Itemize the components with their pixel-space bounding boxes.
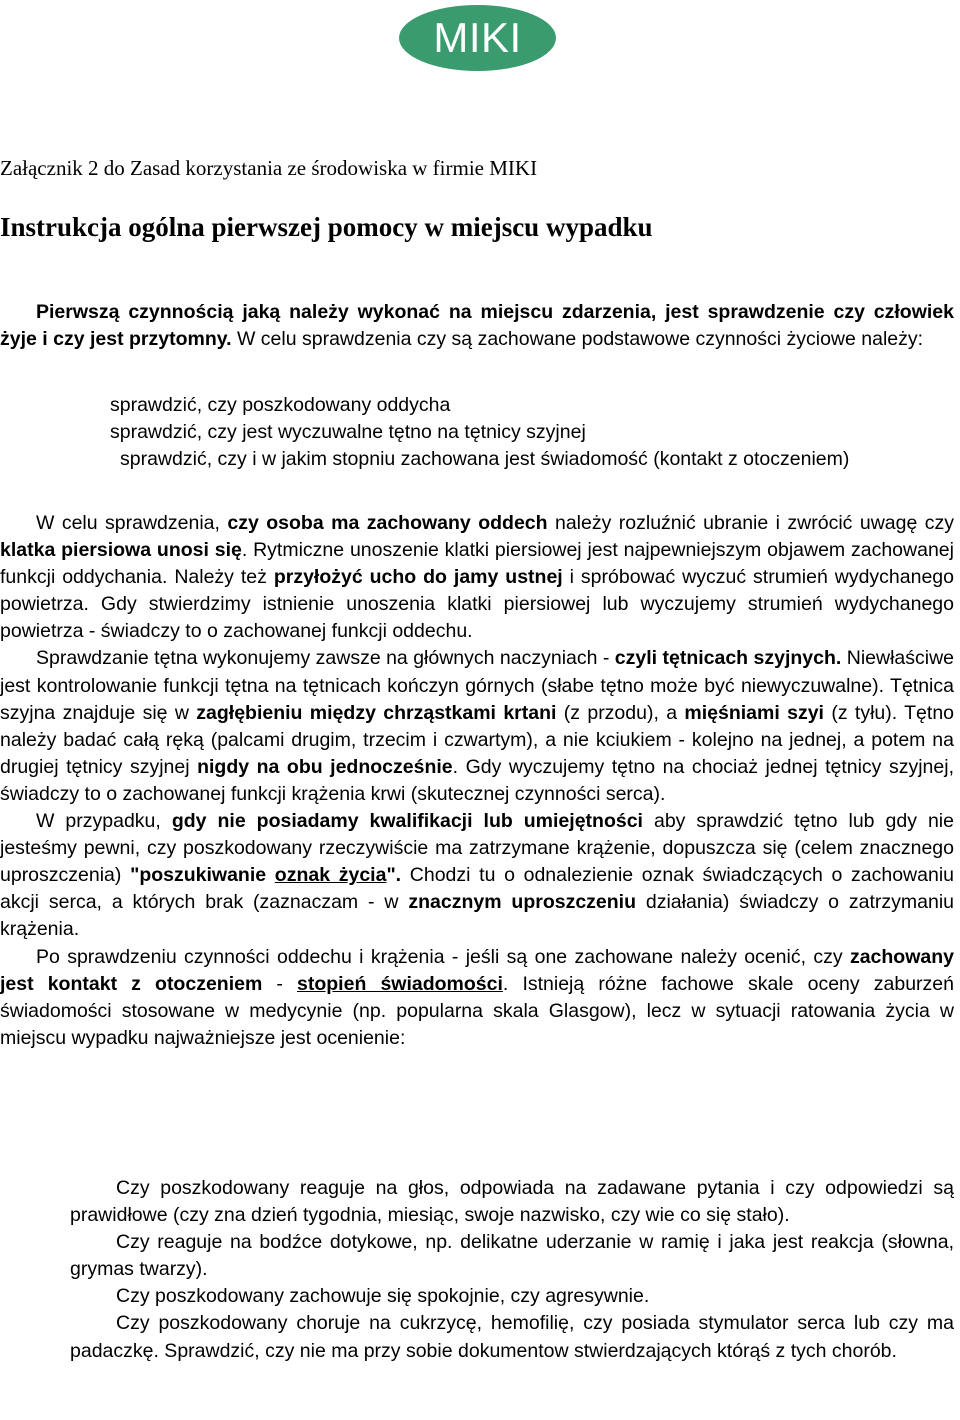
annex-line: Załącznik 2 do Zasad korzystania ze środowiska w firmie MIKI (0, 156, 538, 180)
pulse-text-4: (z tyłu). Tętno należy badać całą ręką (palcami drugim, trzecim i czwartym), a nie kciukiem - kolejno na jednej, a potem na drugiej tętnicy szyjnej (0, 701, 955, 778)
signs-text-2: aby sprawdzić tętno lub gdy nie jesteśmy pewni, czy poszkodowany rzeczywiście ma zatrzymane krążenie, dopuszcza się (celem znacznego uproszczenia) (0, 810, 954, 887)
consciousness-paragraph (0, 944, 954, 1052)
pulse-bold-1: czyli tętnicach szyjnych. (614, 647, 842, 670)
question-item-voice: Czy poszkodowany reaguje na głos, odpowiada na zadawane pytania i czy odpowiedzi są prawidłowe (czy zna dzień tygodnia, miesiąc, swoje nazwisko, czy wie co się stało). (70, 1177, 954, 1227)
pulse-text-2: Niewłaściwe jest kontrolowanie funkcji tętna na tętnicach kończyn górnych (słabe tętno może być niewyczuwalne). Tętnica szyjna znajduje się w (0, 647, 955, 724)
logo-text: MIKI (433, 14, 522, 61)
signs-text-1: W przypadku, (36, 810, 172, 833)
breath-text-2: należy rozluźnić ubranie i zwrócić uwagę czy (547, 512, 954, 534)
breath-text-1: W celu sprawdzenia, (36, 512, 228, 534)
pulse-paragraph (0, 645, 954, 808)
signs-bold-3: ". (386, 864, 402, 887)
intro-text: W celu sprawdzenia czy są zachowane podstawowe czynności życiowe należy: (231, 328, 924, 351)
signs-bold-1: gdy nie posiadamy kwalifikacji lub umiejętności (171, 810, 643, 833)
checks-list (0, 392, 954, 473)
pulse-text-3: (z przodu), a (556, 701, 685, 724)
signs-bold-underline: oznak życia (274, 864, 387, 887)
breath-text-3: . Rytmiczne unoszenie klatki piersiowej jest najpewniejszym objawem zachowanej funkcji oddychania. Należy też (0, 539, 954, 589)
pulse-bold-2: zagłębieniu między chrząstkami krtani (196, 701, 557, 724)
intro-bold: Pierwszą czynnością jaką należy wykonać na miejscu zdarzenia, jest sprawdzenie czy człowiek żyje i czy jest przytomny. (0, 301, 954, 351)
consciousness-text-1: Po sprawdzeniu czynności oddechu i krążenia - jeśli są one zachowane należy ocenić, czy (36, 945, 850, 968)
pulse-bold-4: nigdy na obu jednocześnie (197, 755, 453, 778)
breath-paragraph (0, 510, 954, 645)
consciousness-bold-1: zachowany jest kontakt z otoczeniem (0, 945, 954, 995)
signs-paragraph (0, 808, 954, 943)
pulse-bold-3: mięśniami szyi (684, 701, 824, 724)
signs-text-4: działania) świadczy o zatrzymaniu krążenia. (0, 891, 955, 941)
document-title: Instrukcja ogólna pierwszej pomocy w miejscu wypadku (0, 212, 653, 242)
breath-bold-2: klatka piersiowa unosi się (0, 539, 242, 562)
miki-logo (399, 5, 556, 71)
breath-bold-3: przyłożyć ucho do jamy ustnej (273, 566, 563, 589)
breath-text-4: i spróbować wyczuć strumień wydychanego powietrza. Gdy stwierdzimy istnienie unoszenia klatki piersiowej lub wyczujemy strumień wydychanego powietrza - świadczy to o zachowanej funkcji oddechu. (0, 566, 954, 643)
check-item-pulse: sprawdzić, czy jest wyczuwalne tętno na tętnicy szyjnej (110, 421, 586, 444)
signs-bold-2: "poszukiwanie (130, 864, 275, 887)
questions-list (0, 1175, 954, 1365)
signs-bold-4: znacznym uproszczeniu (408, 891, 637, 914)
consciousness-text-2: - (262, 972, 298, 995)
consciousness-text-3: . Istnieją różne fachowe skale oceny zaburzeń świadomości stosowane w medycynie (np. popularna skala Glasgow), lecz w sytuacji ratowania życia w miejscu wypadku najważniejsze jest ocenienie: (0, 972, 954, 1049)
check-item-consciousness: sprawdzić, czy i w jakim stopniu zachowana jest świadomość (kontakt z otoczeniem) (120, 448, 850, 471)
question-item-touch: Czy reaguje na bodźce dotykowe, np. delikatne uderzanie w ramię i jaka jest reakcja (słowna, grymas twarzy). (70, 1231, 954, 1281)
breath-bold-1: czy osoba ma zachowany oddech (227, 512, 548, 534)
intro-paragraph (0, 299, 954, 353)
question-item-conditions: Czy poszkodowany choruje na cukrzycę, hemofilię, czy posiada stymulator serca lub czy ma padaczkę. Sprawdzić, czy nie ma przy sobie dokumentow stwierdzających którąś z tych chorób. (70, 1312, 954, 1362)
consciousness-bold-underline: stopień świadomości (297, 972, 503, 995)
signs-text-3: Chodzi tu o odnalezienie oznak świadczących o zachowaniu akcji serca, a których brak (zaznaczam - w (0, 864, 954, 914)
question-item-behaviour: Czy poszkodowany zachowuje się spokojnie, czy agresywnie. (116, 1285, 650, 1308)
check-item-breathing: sprawdzić, czy poszkodowany oddycha (110, 394, 451, 416)
intro-section (0, 299, 954, 353)
breath-section (0, 510, 954, 1052)
pulse-text-1: Sprawdzanie tętna wykonujemy zawsze na głównych naczyniach - (36, 647, 615, 670)
pulse-text-5: . Gdy wyczujemy tętno na chociaż jednej tętnicy szyjnej, świadczy to o zachowanej funkcji krążenia krwi (skutecznej czynności serca). (0, 755, 954, 805)
